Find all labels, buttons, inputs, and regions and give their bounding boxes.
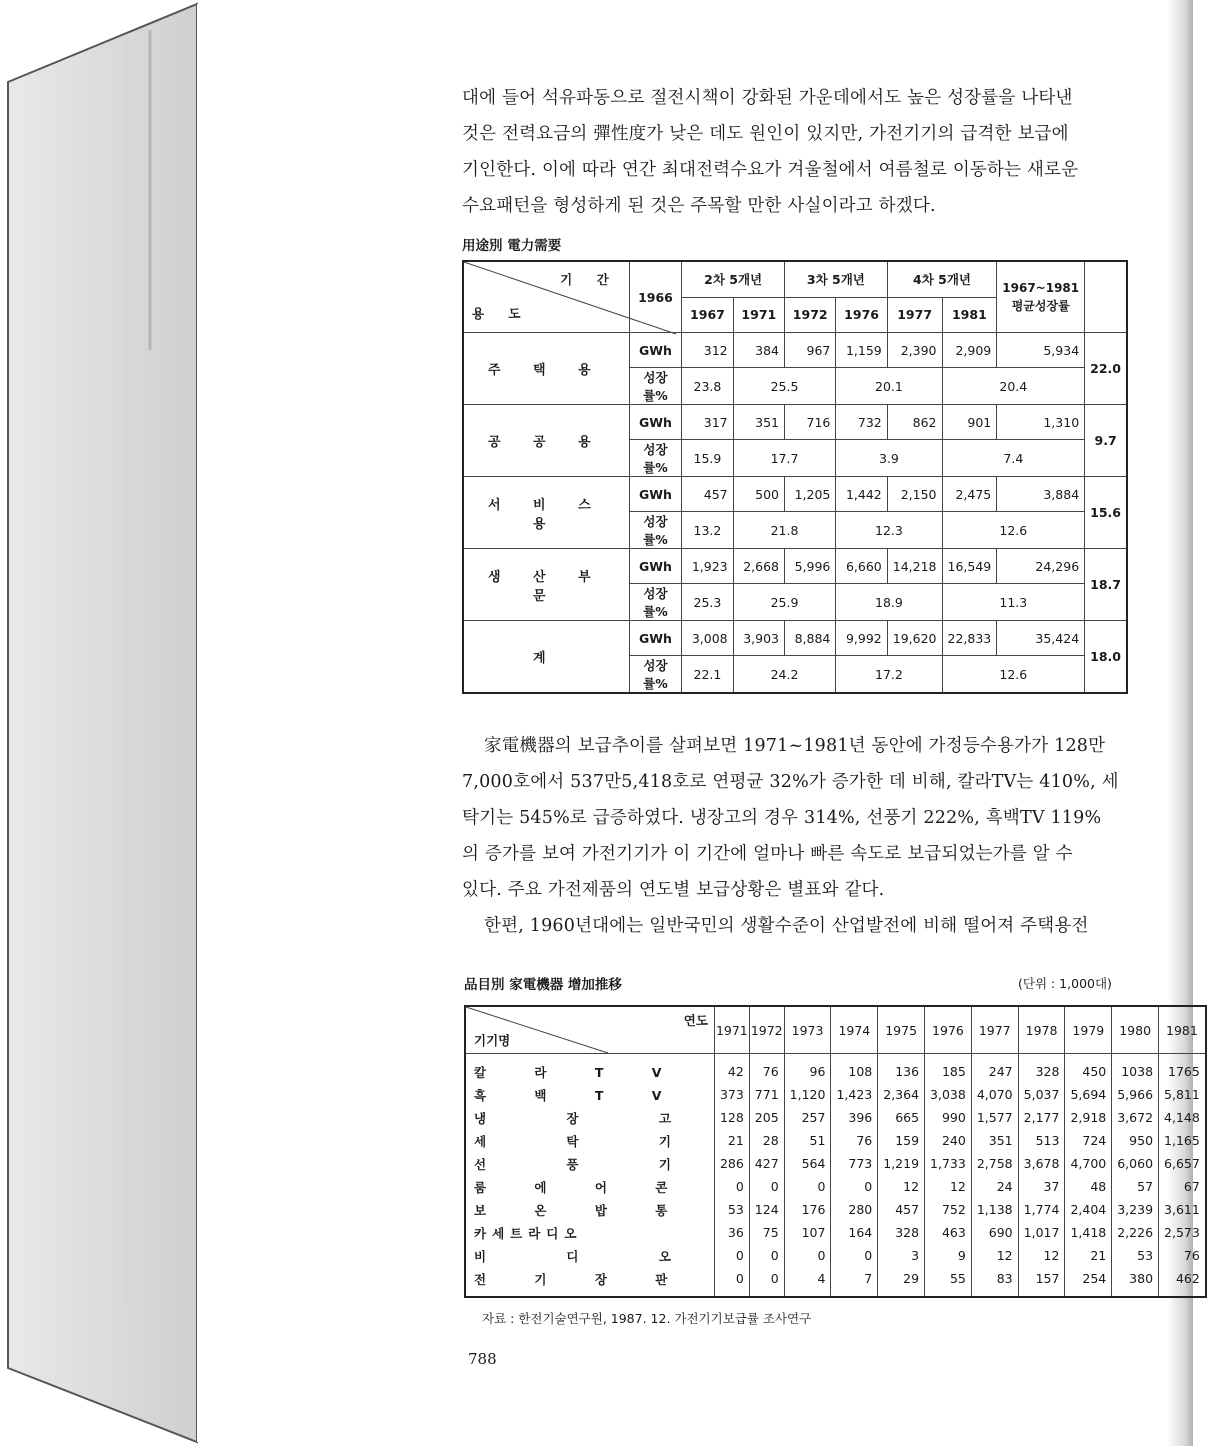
year-header: 1974 (831, 1006, 878, 1054)
appliance-name: 흑 백 T V (465, 1083, 714, 1106)
year-header: 1977 (887, 297, 942, 333)
value-cell: 1,577 (971, 1106, 1018, 1129)
value-cell: 7 (831, 1267, 878, 1297)
text-line: 家電機器의 보급추이를 살펴보면 1971~1981년 동안에 가정등수용가가 128만 (484, 736, 1106, 756)
text-line: 기인한다. 이에 따라 연간 최대전력수요가 겨울철에서 여름철로 이동하는 새로운 (462, 160, 1079, 180)
power-demand-table (462, 260, 1128, 694)
diag-bottom-label: 용 도 (472, 306, 531, 321)
source-note: 자료 : 한전기술연구원, 1987. 12. 가전기기보급률 조사연구 (482, 1311, 812, 1326)
appliance-name: 카세트라디오 (465, 1221, 714, 1244)
value-cell: 690 (971, 1221, 1018, 1244)
appliance-name: 룸 에 어 콘 (465, 1175, 714, 1198)
gwh-value: 3,008 (682, 621, 733, 656)
value-cell: 286 (714, 1152, 749, 1175)
appliance-name: 비 디 오 (465, 1244, 714, 1267)
value-cell: 205 (749, 1106, 784, 1129)
page-number: 788 (468, 1350, 497, 1368)
table-row (463, 621, 1127, 656)
diag-top-label: 기 간 (560, 272, 619, 287)
value-cell: 328 (878, 1221, 925, 1244)
value-cell: 254 (1065, 1267, 1112, 1297)
text-line: 것은 전력요금의 彈性度가 낮은 데도 원인이 있지만, 가전기기의 급격한 보급에 (462, 124, 1069, 144)
value-cell: 0 (714, 1244, 749, 1267)
value-cell: 773 (831, 1152, 878, 1175)
gwh-value: 967 (785, 333, 836, 368)
growth-value: 15.9 (682, 440, 733, 477)
value-cell: 5,811 (1159, 1083, 1206, 1106)
gwh-value: 2,150 (887, 477, 942, 512)
table-row (465, 1083, 1206, 1106)
value-cell: 1,219 (878, 1152, 925, 1175)
value-cell: 771 (749, 1083, 784, 1106)
gwh-value: 901 (942, 405, 997, 440)
year-header: 1978 (1018, 1006, 1065, 1054)
appliance-name: 냉 장 고 (465, 1106, 714, 1129)
unit-gwh: GWh (629, 621, 682, 656)
value-cell: 12 (1018, 1244, 1065, 1267)
year-header: 1972 (785, 297, 836, 333)
value-cell: 1,120 (784, 1083, 831, 1106)
value-cell: 3,678 (1018, 1152, 1065, 1175)
gwh-value: 5,996 (785, 549, 836, 584)
avg-growth-value: 22.0 (1085, 333, 1127, 405)
text-line: 7,000호에서 537만5,418호로 연평균 32%가 증가한 데 비해, 칼라TV는 410%, 세 (462, 772, 1119, 792)
table1-diagonal-header (463, 261, 629, 333)
value-cell: 9 (925, 1244, 972, 1267)
gwh-value: 317 (682, 405, 733, 440)
value-cell: 0 (749, 1267, 784, 1297)
table-row (465, 1244, 1206, 1267)
year-header: 1981 (1159, 1006, 1206, 1054)
gwh-value: 5,934 (997, 333, 1085, 368)
value-cell: 427 (749, 1152, 784, 1175)
value-cell: 450 (1065, 1054, 1112, 1084)
unit-note: (단위 : 1,000대) (1018, 976, 1112, 991)
appliance-name: 보 온 밥 통 (465, 1198, 714, 1221)
unit-gwh: GWh (629, 477, 682, 512)
gwh-value: 1,442 (836, 477, 887, 512)
appliance-name: 선 풍 기 (465, 1152, 714, 1175)
growth-value: 3.9 (836, 440, 942, 477)
gwh-value: 716 (785, 405, 836, 440)
category-cell: 생 산 부 문 (463, 549, 629, 621)
value-cell: 665 (878, 1106, 925, 1129)
year-header: 1977 (971, 1006, 1018, 1054)
value-cell: 0 (749, 1244, 784, 1267)
value-cell: 513 (1018, 1129, 1065, 1152)
diag-bottom-label: 기기명 (474, 1033, 511, 1048)
value-cell: 4,700 (1065, 1152, 1112, 1175)
text-line: 한편, 1960년대에는 일반국민의 생활수준이 산업발전에 비해 떨어져 주택용전 (484, 916, 1089, 936)
growth-value: 25.3 (682, 584, 733, 621)
value-cell: 107 (784, 1221, 831, 1244)
value-cell: 1765 (1159, 1054, 1206, 1084)
growth-value: 13.2 (682, 512, 733, 549)
gwh-value: 312 (682, 333, 733, 368)
value-cell: 380 (1112, 1267, 1159, 1297)
gwh-value: 384 (733, 333, 784, 368)
value-cell: 373 (714, 1083, 749, 1106)
growth-value: 12.3 (836, 512, 942, 549)
growth-value: 23.8 (682, 368, 733, 405)
value-cell: 157 (1018, 1267, 1065, 1297)
growth-value: 17.7 (733, 440, 836, 477)
gwh-value: 3,884 (997, 477, 1085, 512)
value-cell: 36 (714, 1221, 749, 1244)
value-cell: 0 (714, 1175, 749, 1198)
value-cell: 2,573 (1159, 1221, 1206, 1244)
table-row (463, 477, 1127, 512)
value-cell: 55 (925, 1267, 972, 1297)
diag-top-label: 연도 (683, 1013, 708, 1028)
value-cell: 5,966 (1112, 1083, 1159, 1106)
gwh-value: 732 (836, 405, 887, 440)
growth-value: 11.3 (942, 584, 1085, 621)
value-cell: 51 (784, 1129, 831, 1152)
text-line: 있다. 주요 가전제품의 연도별 보급상황은 별표와 같다. (462, 880, 885, 900)
gwh-value: 2,390 (887, 333, 942, 368)
value-cell: 1,165 (1159, 1129, 1206, 1152)
year-header: 1980 (1112, 1006, 1159, 1054)
value-cell: 3,239 (1112, 1198, 1159, 1221)
appliance-growth-table (464, 1005, 1207, 1298)
table-row (463, 549, 1127, 584)
value-cell: 564 (784, 1152, 831, 1175)
value-cell: 1,774 (1018, 1198, 1065, 1221)
paragraph-1 (462, 80, 1130, 224)
value-cell: 4 (784, 1267, 831, 1297)
gwh-value: 2,668 (733, 549, 784, 584)
value-cell: 3,611 (1159, 1198, 1206, 1221)
value-cell: 1,138 (971, 1198, 1018, 1221)
table-row (465, 1175, 1206, 1198)
value-cell: 1,423 (831, 1083, 878, 1106)
table-row (465, 1267, 1206, 1297)
growth-value: 25.5 (733, 368, 836, 405)
value-cell: 5,694 (1065, 1083, 1112, 1106)
value-cell: 176 (784, 1198, 831, 1221)
category-cell: 서 비 스 용 (463, 477, 629, 549)
gwh-value: 862 (887, 405, 942, 440)
value-cell: 1,017 (1018, 1221, 1065, 1244)
gwh-value: 19,620 (887, 621, 942, 656)
avg-growth-header: 1967~1981 평균성장률 (997, 261, 1085, 333)
gwh-value: 8,884 (785, 621, 836, 656)
value-cell: 76 (749, 1054, 784, 1084)
value-cell: 67 (1159, 1175, 1206, 1198)
category-cell: 공 공 용 (463, 405, 629, 477)
growth-value: 20.1 (836, 368, 942, 405)
col-1966: 1966 (629, 261, 682, 333)
year-header: 1973 (784, 1006, 831, 1054)
value-cell: 3,038 (925, 1083, 972, 1106)
growth-value: 12.6 (942, 656, 1085, 694)
year-header: 1976 (836, 297, 887, 333)
growth-value: 17.2 (836, 656, 942, 694)
value-cell: 463 (925, 1221, 972, 1244)
growth-value: 20.4 (942, 368, 1085, 405)
value-cell: 0 (714, 1267, 749, 1297)
value-cell: 2,758 (971, 1152, 1018, 1175)
value-cell: 29 (878, 1267, 925, 1297)
table1-caption: 用途別 電力需要 (462, 238, 562, 254)
value-cell: 5,037 (1018, 1083, 1065, 1106)
avg-growth-value: 18.0 (1085, 621, 1127, 694)
unit-growth: 성장률% (629, 584, 682, 621)
value-cell: 280 (831, 1198, 878, 1221)
unit-growth: 성장률% (629, 440, 682, 477)
table-row (463, 405, 1127, 440)
year-header: 1971 (733, 297, 784, 333)
growth-value: 21.8 (733, 512, 836, 549)
plan4-header: 4차 5개년 (887, 261, 997, 297)
category-cell: 주 택 용 (463, 333, 629, 405)
gwh-value: 1,205 (785, 477, 836, 512)
unit-gwh: GWh (629, 405, 682, 440)
gwh-value: 22,833 (942, 621, 997, 656)
value-cell: 53 (1112, 1244, 1159, 1267)
gwh-value: 6,660 (836, 549, 887, 584)
text-line: 대에 들어 석유파동으로 절전시책이 강화된 가운데에서도 높은 성장률을 나타낸 (462, 88, 1073, 108)
appliance-name: 세 탁 기 (465, 1129, 714, 1152)
value-cell: 4,070 (971, 1083, 1018, 1106)
gwh-value: 24,296 (997, 549, 1085, 584)
year-header: 1979 (1065, 1006, 1112, 1054)
value-cell: 3 (878, 1244, 925, 1267)
value-cell: 247 (971, 1054, 1018, 1084)
value-cell: 0 (831, 1244, 878, 1267)
value-cell: 6,060 (1112, 1152, 1159, 1175)
growth-value: 25.9 (733, 584, 836, 621)
category-cell: 계 (463, 621, 629, 694)
growth-value: 7.4 (942, 440, 1085, 477)
text-line: 의 증가를 보여 가전기기가 이 기간에 얼마나 빠른 속도로 보급되었는가를 알 수 (462, 844, 1073, 864)
gwh-value: 9,992 (836, 621, 887, 656)
table-row (465, 1198, 1206, 1221)
year-header: 1981 (942, 297, 997, 333)
value-cell: 21 (1065, 1244, 1112, 1267)
gwh-value: 500 (733, 477, 784, 512)
value-cell: 75 (749, 1221, 784, 1244)
value-cell: 48 (1065, 1175, 1112, 1198)
value-cell: 462 (1159, 1267, 1206, 1297)
value-cell: 159 (878, 1129, 925, 1152)
value-cell: 1,418 (1065, 1221, 1112, 1244)
value-cell: 12 (878, 1175, 925, 1198)
gwh-value: 16,549 (942, 549, 997, 584)
table-row (465, 1152, 1206, 1175)
value-cell: 57 (1112, 1175, 1159, 1198)
table-row (465, 1106, 1206, 1129)
table-row (463, 333, 1127, 368)
value-cell: 0 (749, 1175, 784, 1198)
year-header: 1976 (925, 1006, 972, 1054)
value-cell: 3,672 (1112, 1106, 1159, 1129)
value-cell: 0 (831, 1175, 878, 1198)
value-cell: 76 (1159, 1244, 1206, 1267)
value-cell: 124 (749, 1198, 784, 1221)
gwh-value: 1,310 (997, 405, 1085, 440)
year-header: 1972 (749, 1006, 784, 1054)
value-cell: 2,177 (1018, 1106, 1065, 1129)
table2-diagonal-header (465, 1006, 714, 1054)
gwh-value: 14,218 (887, 549, 942, 584)
value-cell: 752 (925, 1198, 972, 1221)
value-cell: 328 (1018, 1054, 1065, 1084)
value-cell: 0 (784, 1175, 831, 1198)
value-cell: 1,733 (925, 1152, 972, 1175)
paragraph-2 (462, 728, 1130, 944)
gwh-value: 3,903 (733, 621, 784, 656)
unit-growth: 성장률% (629, 512, 682, 549)
growth-value: 18.9 (836, 584, 942, 621)
value-cell: 950 (1112, 1129, 1159, 1152)
value-cell: 6,657 (1159, 1152, 1206, 1175)
gwh-value: 35,424 (997, 621, 1085, 656)
value-cell: 76 (831, 1129, 878, 1152)
plan2-header: 2차 5개년 (682, 261, 785, 297)
plan3-header: 3차 5개년 (785, 261, 888, 297)
value-cell: 12 (971, 1244, 1018, 1267)
value-cell: 2,404 (1065, 1198, 1112, 1221)
value-cell: 96 (784, 1054, 831, 1084)
table-row (465, 1054, 1206, 1084)
value-cell: 2,918 (1065, 1106, 1112, 1129)
value-cell: 21 (714, 1129, 749, 1152)
year-header: 1971 (714, 1006, 749, 1054)
growth-value: 12.6 (942, 512, 1085, 549)
text-line: 수요패턴을 형성하게 된 것은 주목할 만한 사실이라고 하겠다. (462, 196, 936, 216)
value-cell: 351 (971, 1129, 1018, 1152)
value-cell: 1038 (1112, 1054, 1159, 1084)
gwh-value: 2,909 (942, 333, 997, 368)
avg-growth-value: 9.7 (1085, 405, 1127, 477)
gwh-value: 1,159 (836, 333, 887, 368)
book-spine (0, 0, 200, 1446)
growth-value: 24.2 (733, 656, 836, 694)
value-cell: 185 (925, 1054, 972, 1084)
table-row (465, 1129, 1206, 1152)
value-cell: 24 (971, 1175, 1018, 1198)
value-cell: 990 (925, 1106, 972, 1129)
avg-growth-value: 18.7 (1085, 549, 1127, 621)
value-cell: 42 (714, 1054, 749, 1084)
value-cell: 128 (714, 1106, 749, 1129)
value-cell: 2,226 (1112, 1221, 1159, 1244)
year-header: 1975 (878, 1006, 925, 1054)
value-cell: 240 (925, 1129, 972, 1152)
unit-growth: 성장률% (629, 656, 682, 694)
value-cell: 396 (831, 1106, 878, 1129)
value-cell: 724 (1065, 1129, 1112, 1152)
value-cell: 0 (784, 1244, 831, 1267)
value-cell: 257 (784, 1106, 831, 1129)
unit-gwh: GWh (629, 549, 682, 584)
unit-gwh: GWh (629, 333, 682, 368)
value-cell: 12 (925, 1175, 972, 1198)
value-cell: 28 (749, 1129, 784, 1152)
appliance-name: 칼 라 T V (465, 1054, 714, 1084)
value-cell: 53 (714, 1198, 749, 1221)
value-cell: 136 (878, 1054, 925, 1084)
table-row (465, 1221, 1206, 1244)
value-cell: 4,148 (1159, 1106, 1206, 1129)
value-cell: 37 (1018, 1175, 1065, 1198)
table2-caption: 品目別 家電機器 增加推移 (464, 977, 622, 993)
year-header: 1967 (682, 297, 733, 333)
unit-growth: 성장률% (629, 368, 682, 405)
gwh-value: 1,923 (682, 549, 733, 584)
gwh-value: 457 (682, 477, 733, 512)
growth-value: 22.1 (682, 656, 733, 694)
value-cell: 457 (878, 1198, 925, 1221)
gwh-value: 351 (733, 405, 784, 440)
value-cell: 83 (971, 1267, 1018, 1297)
value-cell: 164 (831, 1221, 878, 1244)
appliance-name: 전 기 장 판 (465, 1267, 714, 1297)
gwh-value: 2,475 (942, 477, 997, 512)
text-line: 탁기는 545%로 급증하였다. 냉장고의 경우 314%, 선풍기 222%, 흑백TV 119% (462, 808, 1102, 828)
value-cell: 108 (831, 1054, 878, 1084)
value-cell: 2,364 (878, 1083, 925, 1106)
avg-growth-value: 15.6 (1085, 477, 1127, 549)
